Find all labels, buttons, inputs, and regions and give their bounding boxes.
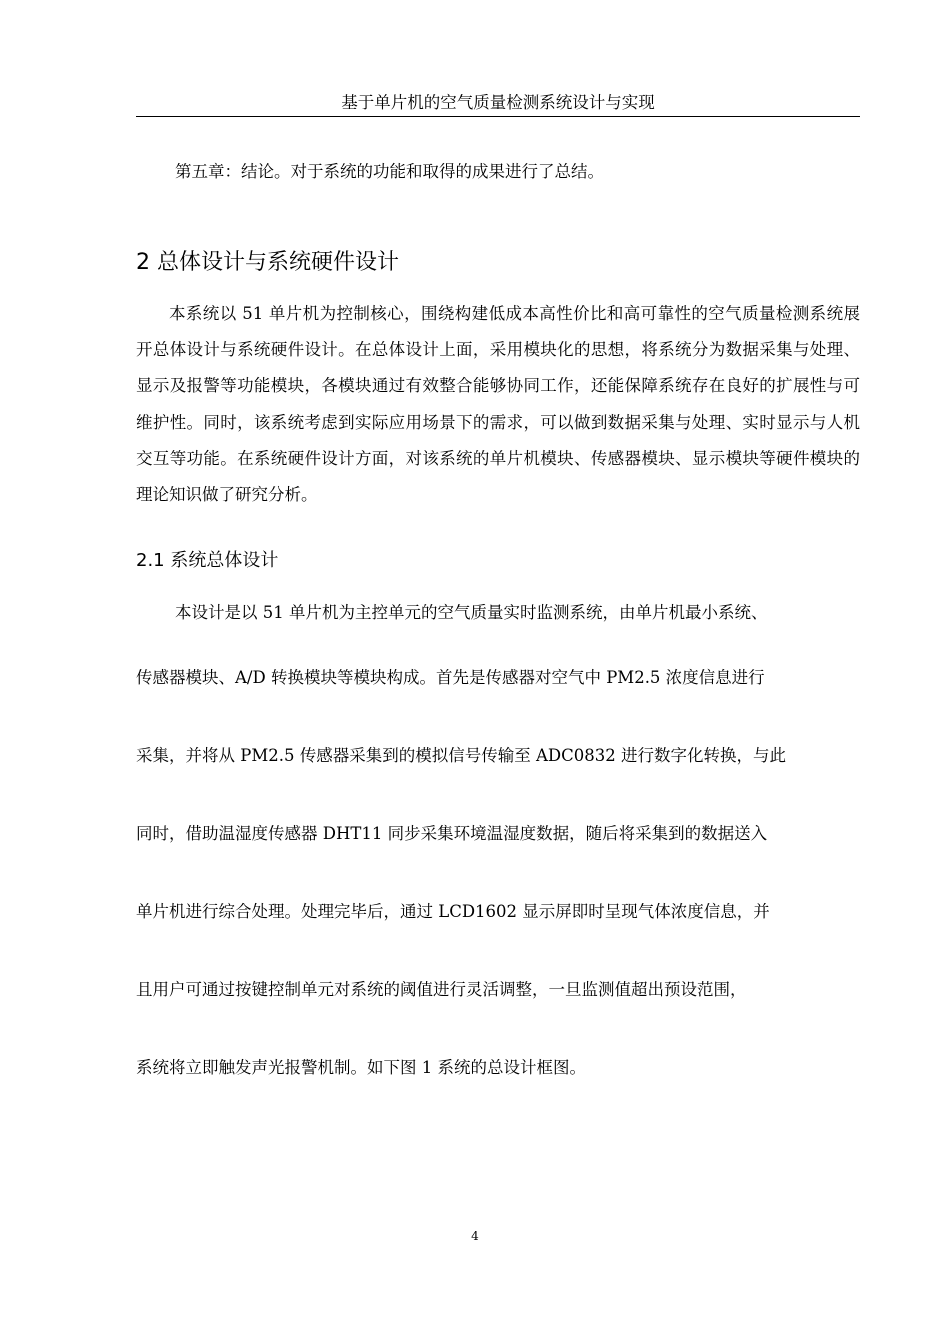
section-line-5: 单片机进行综合处理。处理完毕后，通过 LCD1602 显示屏即时呈现气体浓度信息，并 — [136, 902, 770, 921]
header-rule — [136, 116, 860, 117]
section-line-4: 同时，借助温湿度传感器 DHT11 同步采集环境温湿度数据，随后将采集到的数据送入 — [136, 824, 768, 843]
section-heading: 2.1 系统总体设计 — [136, 550, 279, 571]
section-line-3: 采集，并将从 PM2.5 传感器采集到的模拟信号传输至 ADC0832 进行数字化转换，与此 — [136, 746, 786, 765]
intro-line: 第五章：结论。对于系统的功能和取得的成果进行了总结。 — [175, 162, 604, 181]
section-line-6: 且用户可通过按键控制单元对系统的阈值进行灵活调整，一旦监测值超出预设范围， — [136, 980, 747, 999]
section-line-1: 本设计是以 51 单片机为主控单元的空气质量实时监测系统，由单片机最小系统、 — [175, 603, 768, 622]
section-line-2: 传感器模块、A/D 转换模块等模块构成。首先是传感器对空气中 PM2.5 浓度信息进行 — [136, 668, 765, 687]
section-line-7: 系统将立即触发声光报警机制。如下图 1 系统的总设计框图。 — [136, 1058, 586, 1077]
running-header: 基于单片机的空气质量检测系统设计与实现 — [341, 93, 655, 112]
chapter-paragraph: 本系统以 51 单片机为控制核心，围绕构建低成本高性价比和高可靠性的空气质量检测系统展开总体设计与系统硬件设计。在总体设计上面，采用模块化的思想，将系统分为数据采集与处理、显示及报警等功能模块，各模块通过有效整合能够协同工作，还能保障系统存在良好的扩展性与可维护性。同时，该系统考虑到实际应用场景下的需求，可以做到数据采集与处理、实时显示与人机交互等功能。在系统硬件设计方面，对该系统的单片机模块、传感器模块、显示模块等硬件模块的理论知识做了研究分析。 — [136, 304, 860, 505]
page-number: 4 — [471, 1229, 479, 1243]
chapter-heading: 2 总体设计与系统硬件设计 — [136, 250, 399, 275]
